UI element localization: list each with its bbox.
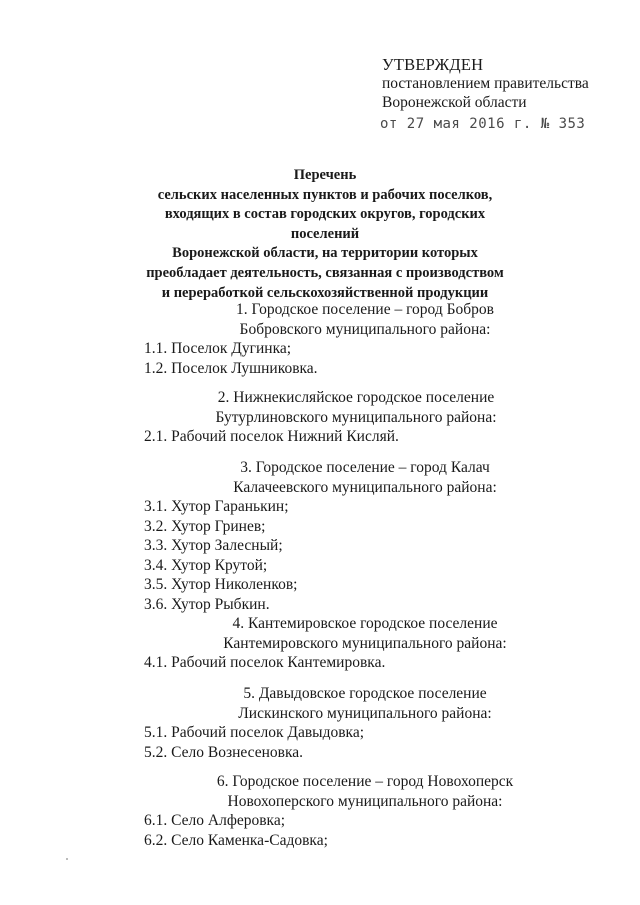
section-title-line: 1. Городское поселение – город Бобров: [236, 301, 494, 318]
section-5: [0, 684, 640, 762]
list-item: 2.1. Рабочий поселок Нижний Кисляй.: [144, 428, 399, 445]
heading-line: преобладает деятельность, связанная с производством: [146, 264, 504, 281]
document-heading: [140, 166, 510, 303]
section-items: [144, 723, 640, 762]
list-item: 3.6. Хутор Рыбкин.: [144, 595, 270, 613]
section-title-line: 2. Нижнекисляйское городское поселение: [217, 389, 495, 406]
section-items: [144, 653, 640, 673]
section-title-line: Кантемировского муниципального района:: [223, 634, 507, 652]
heading-title: Перечень: [293, 167, 357, 183]
section-title: [0, 772, 640, 811]
section-items: [144, 339, 640, 378]
list-item: 6.2. Село Каменка-Садовка;: [144, 831, 328, 849]
section-3: [0, 458, 640, 614]
heading-line: входящих в состав городских округов, городских поселений: [164, 206, 486, 242]
approval-line: постановлением правительства: [382, 75, 589, 92]
section-items: [144, 497, 640, 614]
section-2: [0, 388, 640, 447]
approval-line: Воронежской области: [382, 94, 527, 111]
list-item: 3.1. Хутор Гаранькин;: [144, 498, 289, 515]
section-items: [144, 427, 640, 447]
section-title-line: 4. Кантемировское городское поселение: [232, 615, 498, 632]
section-4: [0, 614, 640, 673]
section-title: [0, 614, 640, 653]
section-title-line: 3. Городское поселение – город Калач: [240, 459, 490, 476]
section-title-line: Бобровского муниципального района:: [239, 320, 491, 338]
section-6: [0, 772, 640, 850]
scan-speck: [66, 858, 68, 860]
section-title: [0, 388, 640, 427]
date-number-stamp: от 27 мая 2016 г. № 353: [380, 116, 586, 132]
list-item: 6.1. Село Алферовка;: [144, 812, 286, 829]
section-title: [0, 458, 640, 497]
section-title-line: Бутурлиновского муниципального района:: [215, 408, 497, 426]
list-item: 3.4. Хутор Крутой;: [144, 556, 268, 574]
section-title: [0, 684, 640, 723]
section-title: [0, 300, 640, 339]
section-1: [0, 300, 640, 378]
list-item: 5.2. Село Вознесеновка.: [144, 743, 304, 761]
list-item: 3.2. Хутор Гринев;: [144, 517, 266, 535]
section-title-line: Новохоперского муниципального района:: [227, 792, 503, 810]
section-title-line: 5. Давыдовское городское поселение: [243, 685, 487, 702]
section-items: [144, 811, 640, 850]
list-item: 3.5. Хутор Николенков;: [144, 576, 298, 593]
approval-title: УТВЕРЖДЕН: [382, 55, 484, 74]
list-item: 1.1. Поселок Дугинка;: [144, 340, 292, 357]
heading-line: и переработкой сельскохозяйственной продукции: [161, 284, 489, 301]
section-title-line: 6. Городское поселение – город Новохоперск: [216, 773, 514, 790]
heading-line: Воронежской области, на территории которых: [172, 245, 478, 262]
list-item: 1.2. Поселок Лушниковка.: [144, 359, 318, 377]
heading-line: сельских населенных пунктов и рабочих поселков,: [157, 186, 493, 203]
list-item: 5.1. Рабочий поселок Давыдовка;: [144, 724, 365, 741]
list-item: 4.1. Рабочий поселок Кантемировка.: [144, 654, 386, 671]
section-title-line: Калачеевского муниципального района:: [233, 478, 497, 496]
list-item: 3.3. Хутор Залесный;: [144, 537, 283, 554]
approval-block: [382, 55, 589, 112]
section-title-line: Лискинского муниципального района:: [238, 704, 492, 722]
